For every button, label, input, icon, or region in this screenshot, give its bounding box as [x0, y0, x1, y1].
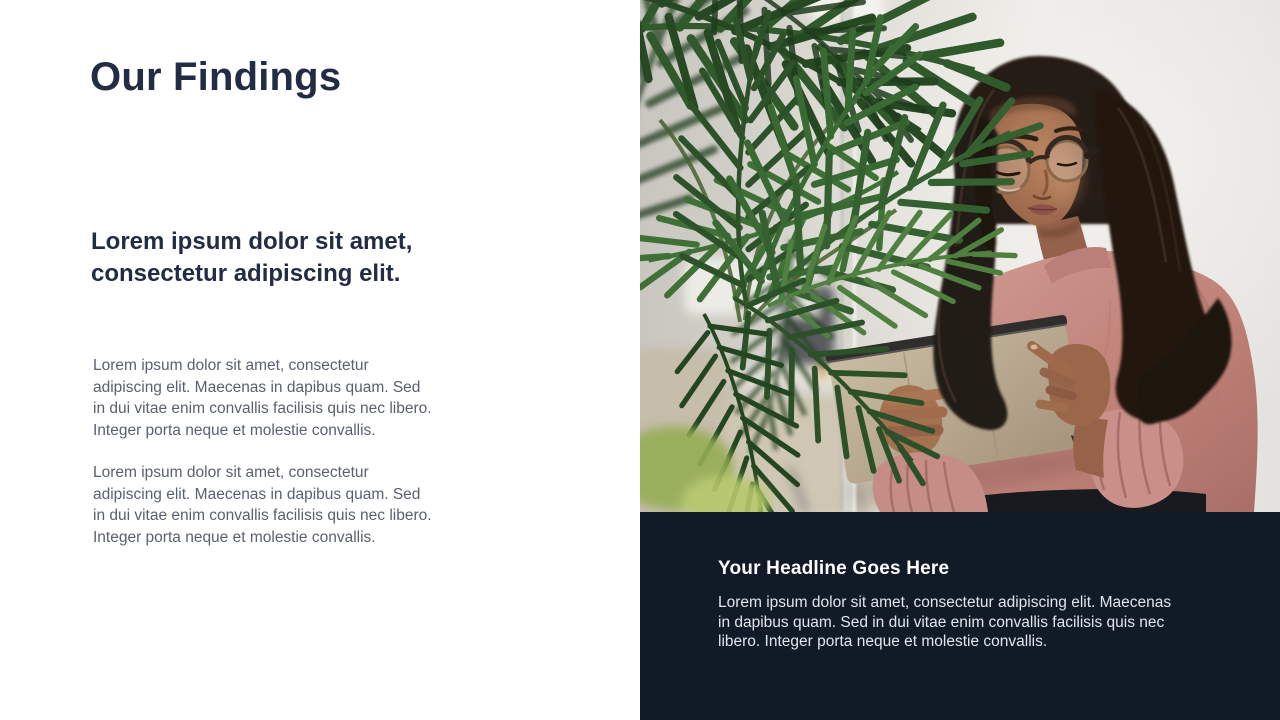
paragraph1-line-3: in dui vitae enim convallis facilisis quis nec libero. — [93, 400, 432, 417]
paragraph2-line-4: Integer porta neque et molestie convallis. — [93, 528, 376, 546]
paragraph1-line-1: Lorem ipsum dolor sit amet, consectetur — [93, 357, 369, 374]
subtitle — [91, 226, 412, 290]
body-paragraph-2 — [93, 462, 432, 548]
paragraph1-line-2: adipiscing elit. Maecenas in dapibus quam. Sed — [93, 378, 421, 396]
caption-line-2: in dapibus quam. Sed in dui vitae enim convallis facilisis quis nec — [718, 613, 1165, 631]
subtitle-line-2: consectetur adipiscing elit. — [91, 260, 401, 287]
caption-body — [718, 593, 1171, 652]
office-photo — [640, 0, 1280, 512]
body-paragraph-1 — [93, 355, 432, 441]
paragraph1-line-4: Integer porta neque et molestie convallis. — [93, 421, 376, 439]
paragraph2-line-3: in dui vitae enim convallis facilisis quis nec libero. — [93, 507, 432, 524]
subtitle-line-1: Lorem ipsum dolor sit amet, — [91, 228, 413, 255]
paragraph2-line-1: Lorem ipsum dolor sit amet, consectetur — [93, 464, 369, 481]
caption-line-3: libero. Integer porta neque et molestie convallis. — [718, 633, 1048, 650]
caption-panel — [640, 512, 1280, 720]
caption-headline: Your Headline Goes Here — [718, 558, 950, 579]
paragraph2-line-2: adipiscing elit. Maecenas in dapibus quam. Sed — [93, 485, 421, 503]
page-title: Our Findings — [90, 55, 342, 99]
caption-line-1: Lorem ipsum dolor sit amet, consectetur adipiscing elit. Maecenas — [718, 594, 1172, 611]
